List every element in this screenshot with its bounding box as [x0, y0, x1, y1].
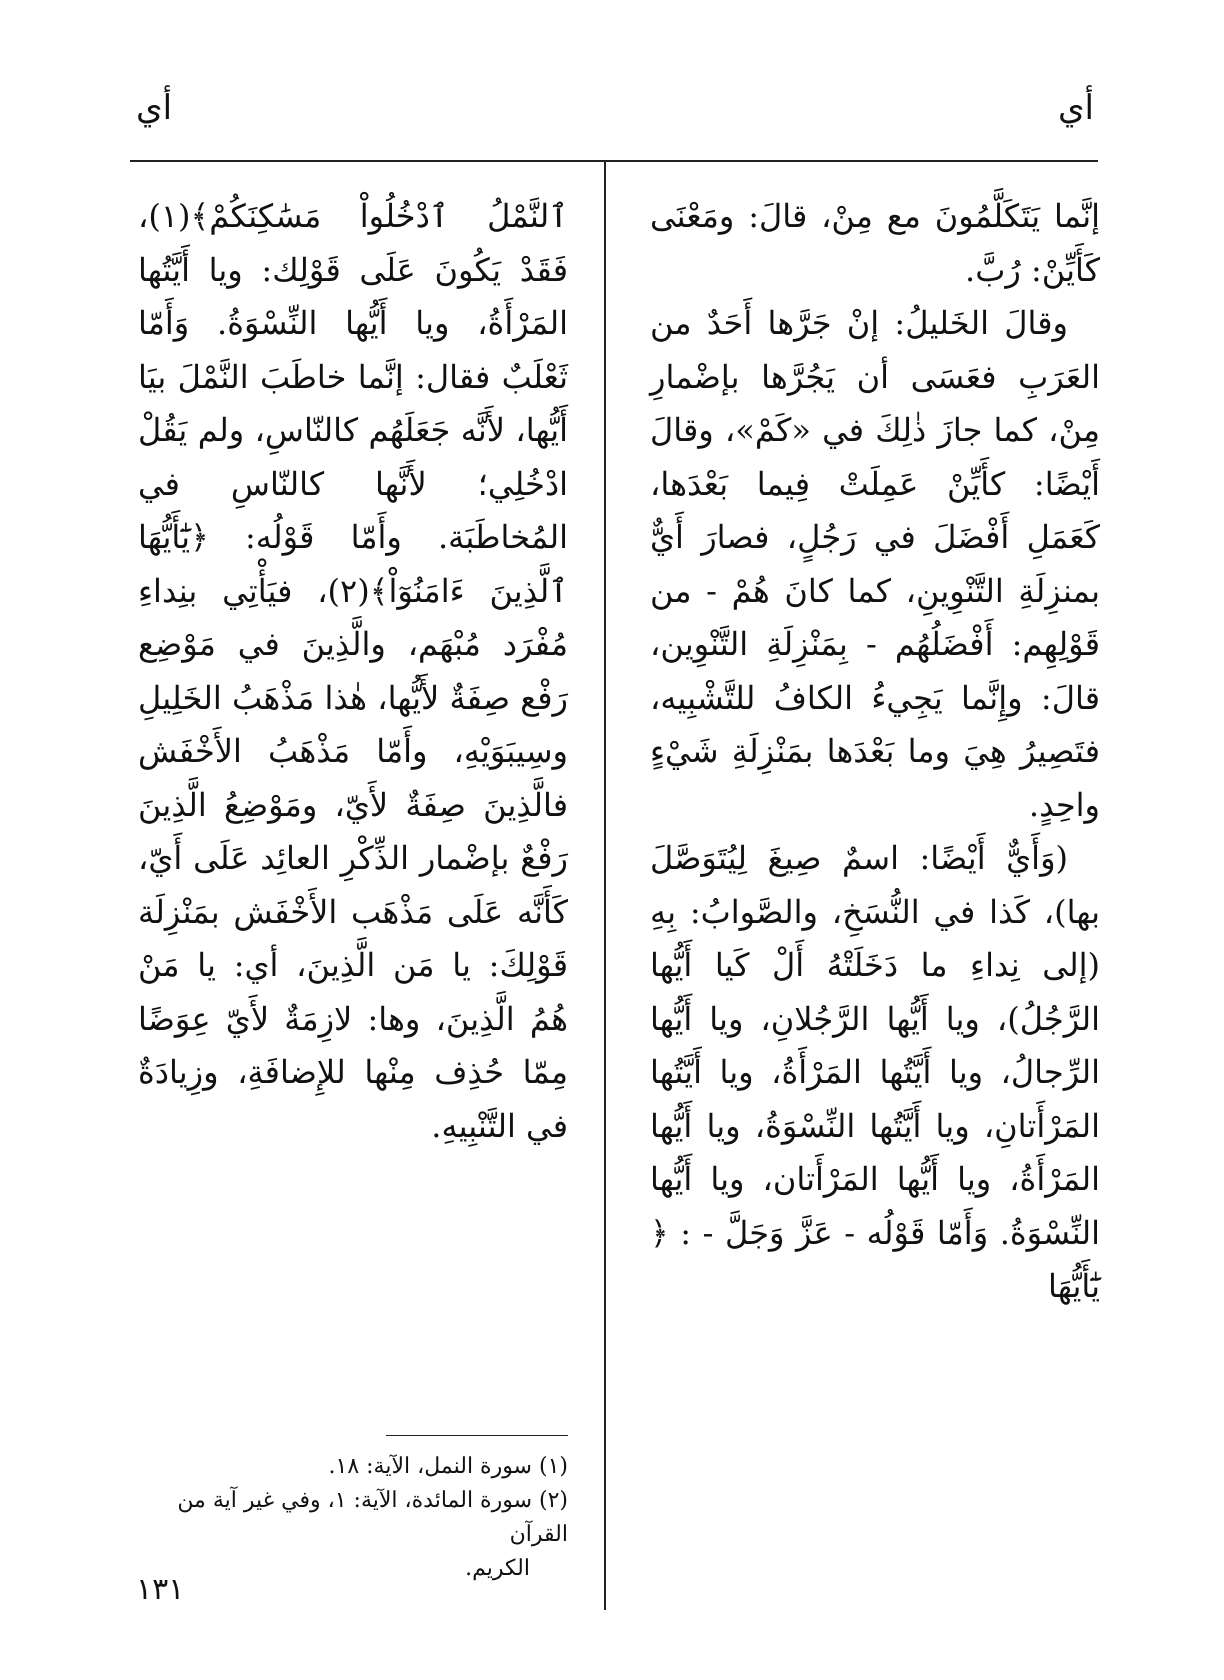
- footnotes: [138, 1450, 568, 1586]
- running-header-left: أي: [136, 88, 173, 128]
- footnote-2-continuation: الكريم.: [465, 1556, 530, 1581]
- footnote-rule: [386, 1435, 568, 1436]
- left-column: [138, 190, 568, 1153]
- footnote-1: (١) سورة النمل، الآية: ١٨.: [328, 1454, 568, 1479]
- running-header-right: أي: [1057, 88, 1094, 128]
- right-column: [650, 190, 1100, 1314]
- paragraph: إنَّما يَتَكَلَّمُونَ مع مِنْ، قالَ: ومَعْنَى كَأَيِّنْ: رُبَّ.: [650, 197, 1100, 289]
- column-divider: [604, 160, 606, 1610]
- page-number: ١٣١: [136, 1572, 185, 1607]
- paragraph: (وَأَيٌّ أَيْضًا: اسمٌ صِيغَ لِيُتَوَصَّلَ بها)، كَذا في النُّسَخِ، والصَّوابُ: بِهِ (إلى نِداءِ ما دَخَلَتْهُ أَلْ كَيا أَيُّها الرَّجُلُ)، ويا أَيُّها الرَّجُلانِ، ويا أَيُّها الرِّجالُ، ويا أَيَّتُها المَرْأَةُ، ويا أَيَّتُها المَرْأَتانِ، ويا أَيَّتُها النِّسْوَةُ، ويا أَيُّها المَرْأَةُ، ويا أَيُّها المَرْأَتان، ويا أَيُّها النِّسْوَةُ. وَأَمّا قَوْلُه - عَزَّ وَجَلَّ - : ﴿ يَٰٓأَيُّهَا: [650, 839, 1100, 1305]
- paragraph: ٱلنَّمْلُ ٱدْخُلُواْ مَسَٰكِنَكُمْ﴾(١)، فَقَدْ يَكُونَ عَلَى قَوْلِك: ويا أَيَّتُها المَرْأَةُ، ويا أَيُّها النِّسْوَةُ. وَأَمّا ثَعْلَبٌ فقال: إنَّما خاطَبَ النَّمْلَ بيَا أَيُّها، لأَنَّه جَعَلَهُم كالنّاسِ، ولم يَقُلْ ادْخُلِي؛ لأَنَّها كالنّاسِ في المُخاطَبَة. وأَمّا قَوْلُه: ﴿يَٰٓأَيُّهَا ٱلَّذِينَ ءَامَنُوٓاْ﴾(٢)، فيَأْتِي بنِداءِ مُفْرَد مُبْهَم، والَّذِينَ في مَوْضِع رَفْع صِفَةٌ لأَيُّها، هٰذا مَذْهَبُ الخَلِيلِ وسِيبَوَيْهِ، وأَمّا مَذْهَبُ الأَخْفَش فالَّذِينَ صِفَةٌ لأَيّ، ومَوْضِعُ الَّذِينَ رَفْعٌ بإضْمار الذِّكْرِ العائِد عَلَى أَيّ، كَأَنَّه عَلَى مَذْهَب الأَخْفَش بمَنْزِلَة قَوْلِكَ: يا مَن الَّذِينَ، أي: يا مَنْ هُمُ الَّذِينَ، وها: لازِمَةٌ لأَيّ عِوَضًا مِمّا حُذِف مِنْها للإِضافَةِ، وزِيادَةٌ في التَّنْبِيهِ.: [138, 197, 569, 1145]
- header-rule: [130, 160, 1098, 162]
- paragraph: وقالَ الخَليلُ: إنْ جَرَّها أَحَدٌ من العَرَبِ فعَسَى أن يَجُرَّها بإضْمارِ مِنْ، كما جازَ ذٰلِكَ في «كَمْ»، وقالَ أَيْضًا: كأَيِّنْ عَمِلَتْ فِيما بَعْدَها، كَعَمَلِ أَفْضَلَ في رَجُلٍ، فصارَ أَيٌّ بمنزِلَةِ التَّنْوِينِ، كما كانَ هُمْ - من قَوْلِهِم: أَفْضَلُهُم - بِمَنْزِلَةِ التَّنْوِين، قالَ: وإِنَّما يَجِيءُ الكافُ للتَّشْبِيه، فتَصِيرُ هِيَ وما بَعْدَها بمَنْزِلَةِ شَيْءٍ واحِدٍ.: [650, 304, 1100, 824]
- footnote-2: (٢) سورة المائدة، الآية: ١، وفي غير آية من القرآن: [177, 1488, 568, 1547]
